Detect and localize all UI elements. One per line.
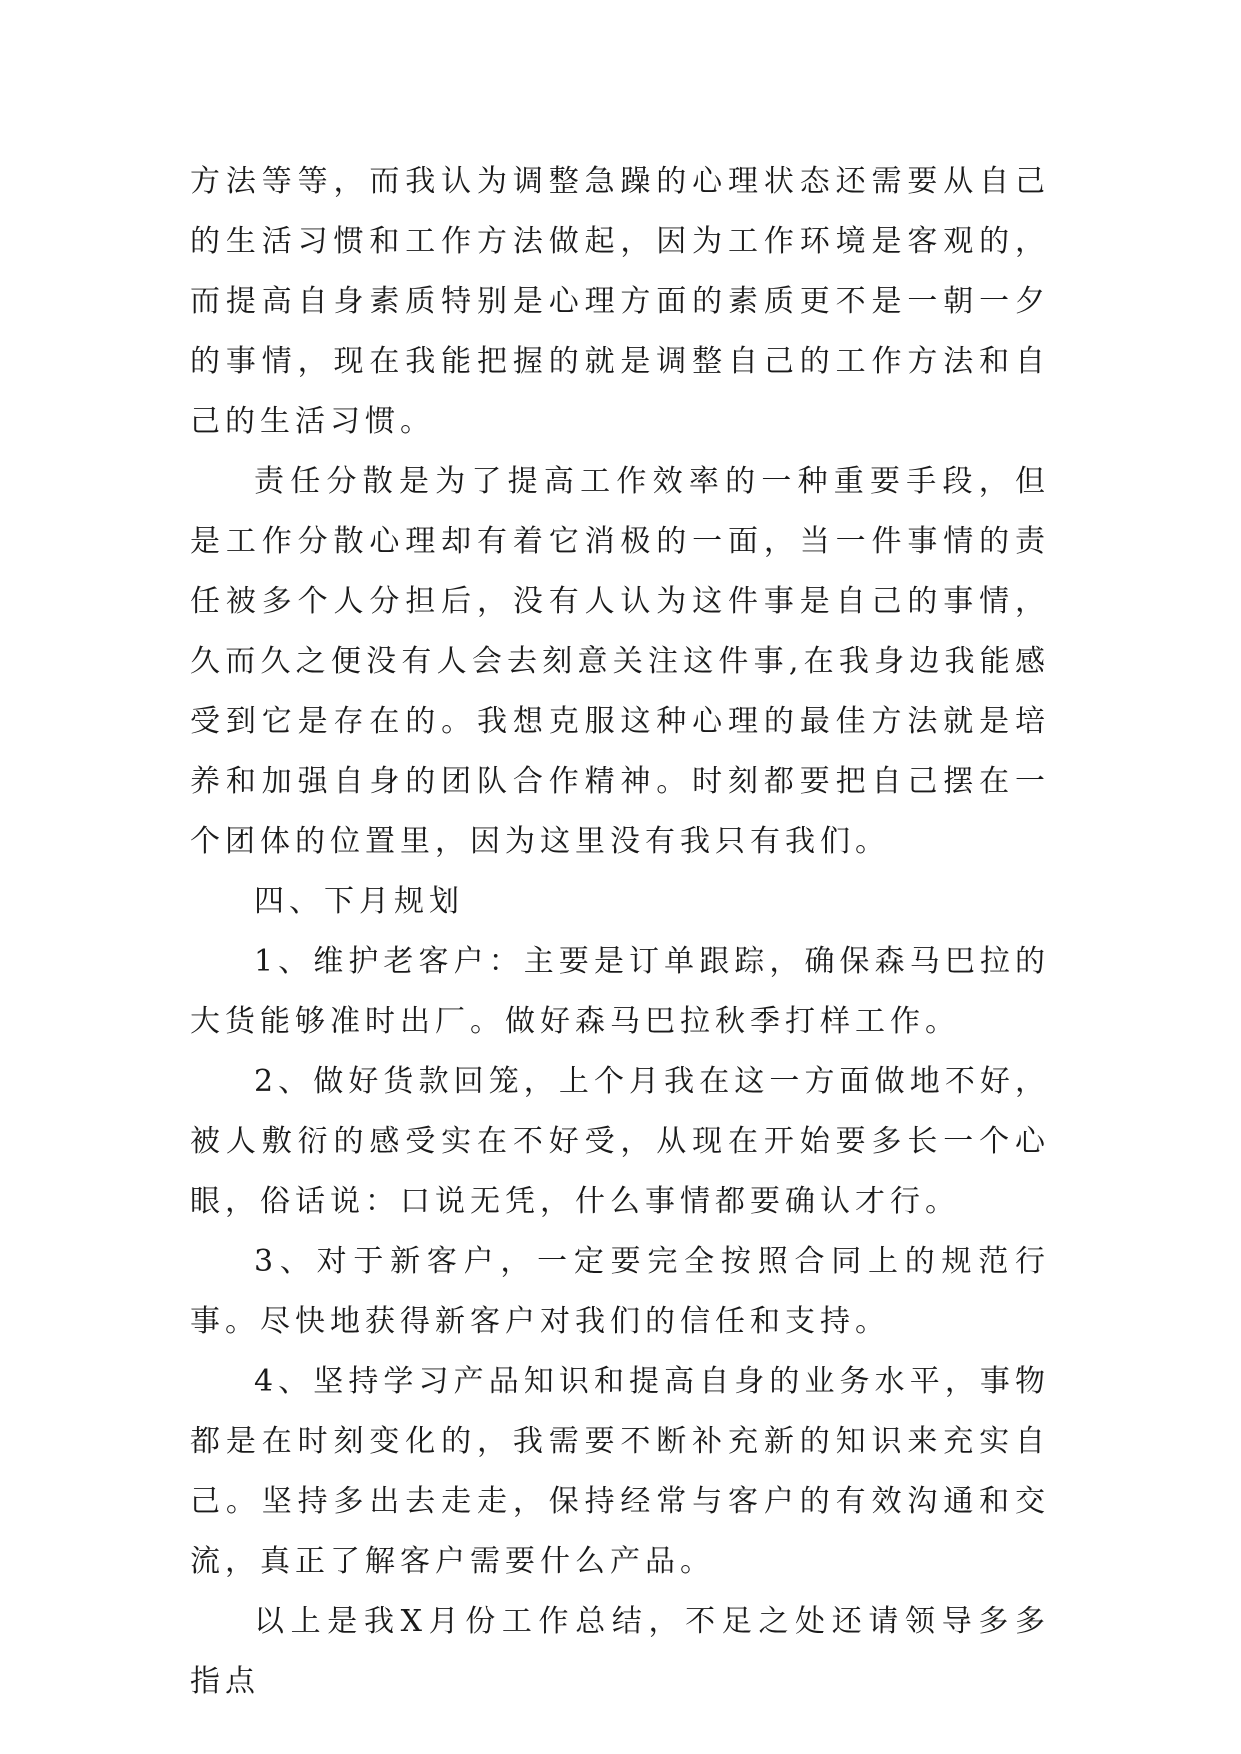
plan-item-3: 3、对于新客户，一定要完全按照合同上的规范行事。尽快地获得新客户对我们的信任和支持。 [190,1244,1050,1339]
plan-item-2: 2、做好货款回笼，上个月我在这一方面做地不好，被人敷衍的感受实在不好受，从现在开始要多长一个心眼，俗话说：口说无凭，什么事情都要确认才行。 [190,1064,1050,1219]
paragraph-2: 责任分散是为了提高工作效率的一种重要手段，但是工作分散心理却有着它消极的一面，当一件事情的责任被多个人分担后，没有人认为这件事是自己的事情，久而久之便没有人会去刻意关注这件事,在我身边我能感受到它是存在的。我想克服这种心理的最佳方法就是培养和加强自身的团队合作精神。时刻都要把自己摆在一个团体的位置里，因为这里没有我只有我们。 [190,464,1050,859]
section-heading-next-month-plan: 四、下月规划 [254,884,464,919]
document-body [190,152,1050,1712]
plan-item-4: 4、坚持学习产品知识和提高自身的业务水平，事物都是在时刻变化的，我需要不断补充新的知识来充实自己。坚持多出去走走，保持经常与客户的有效沟通和交流，真正了解客户需要什么产品。 [190,1364,1050,1579]
plan-item-1: 1、维护老客户：主要是订单跟踪，确保森马巴拉的大货能够准时出厂。做好森马巴拉秋季打样工作。 [190,944,1050,1039]
paragraph-1: 方法等等，而我认为调整急躁的心理状态还需要从自己的生活习惯和工作方法做起，因为工作环境是客观的，而提高自身素质特别是心理方面的素质更不是一朝一夕的事情，现在我能把握的就是调整自己的工作方法和自己的生活习惯。 [190,164,1050,439]
closing-paragraph: 以上是我X月份工作总结，不足之处还请领导多多指点 [190,1604,1050,1699]
